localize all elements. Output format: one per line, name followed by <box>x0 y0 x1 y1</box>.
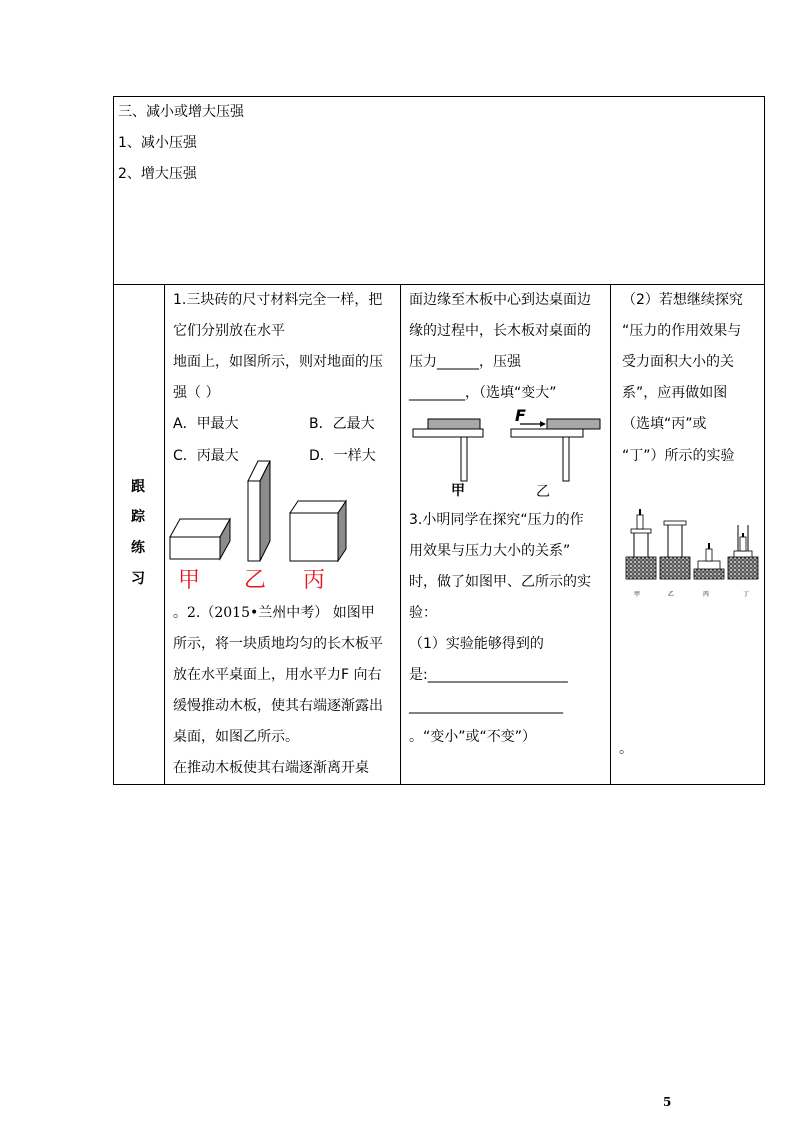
q1-line: 1.三块砖的尺寸材料完全一样，把 <box>173 292 383 308</box>
pressure-experiment-figure <box>622 505 762 585</box>
board-table-figure <box>408 405 604 487</box>
q3-sub: （1）实验能够得到的 <box>409 636 544 652</box>
option-d: D．一样大 <box>309 448 376 464</box>
col-divider-2 <box>400 284 401 785</box>
apparatus-jia <box>626 509 656 579</box>
col3-line: （2）若想继续探究 <box>622 292 743 308</box>
side-label-char: 踪 <box>131 509 145 525</box>
table-leg-yi <box>563 437 569 481</box>
brick-side <box>290 501 346 513</box>
apparatus-label: 丙 <box>703 591 710 598</box>
col-divider-1 <box>164 284 165 785</box>
q3-line: 时，做了如图甲、乙所示的实 <box>409 574 591 590</box>
q1-line: 地面上，如图所示，则对地面的压 <box>173 354 383 370</box>
side-label-char: 习 <box>131 571 145 587</box>
board-jia <box>428 419 480 429</box>
q2-line: 。2.（2015•兰州中考） 如图甲 <box>173 605 375 621</box>
side-label-char: 跟 <box>131 479 145 495</box>
col3-end-mark: 。 <box>619 741 633 757</box>
q3-line: 用效果与压力大小的关系” <box>409 543 571 559</box>
section-item-2: 2、增大压强 <box>118 166 197 182</box>
col3-line: “压力的作用效果与 <box>622 323 742 339</box>
q3-sub: 是:____________________ <box>409 667 568 683</box>
q2-line: 桌面，如图乙所示。 <box>173 729 299 745</box>
section-item-1: 1、减小压强 <box>118 135 197 151</box>
col3-line: “丁”）所示的实验 <box>622 448 735 464</box>
col3-line: 受力面积大小的关 <box>622 354 734 370</box>
bricks-figure <box>166 455 356 565</box>
apparatus-label: 甲 <box>634 591 641 598</box>
side-label-char: 练 <box>131 540 145 556</box>
apparatus-bing <box>694 543 724 579</box>
fig-label-bing: 丙 <box>303 568 326 593</box>
table-top-jia <box>413 429 483 437</box>
col3-line: 系”，应再做如图 <box>622 385 728 401</box>
apparatus-label: 乙 <box>668 591 675 598</box>
fig-label-yi: 乙 <box>244 568 267 593</box>
apparatus-label: 丁 <box>743 591 750 598</box>
col-divider-3 <box>610 284 611 785</box>
force-label: F <box>515 406 526 425</box>
q2-line: 放在水平桌面上，用水平力F 向右 <box>173 667 382 683</box>
col2-line: 面边缘至木板中心到达桌面边 <box>409 292 591 308</box>
col2-line: 压力______，压强 <box>409 354 521 370</box>
q2-line: 缓慢推动木板，使其右端逐渐露出 <box>173 698 383 714</box>
table-top-yi <box>511 429 583 437</box>
col2-line: ________，（选填“变大” <box>409 385 557 401</box>
q2-line: 所示，将一块质地均匀的长木板平 <box>173 636 383 652</box>
option-c: C．丙最大 <box>173 448 239 464</box>
option-b: B．乙最大 <box>309 416 375 432</box>
page-number: 5 <box>663 1095 672 1109</box>
option-a: A．甲最大 <box>173 416 239 432</box>
table-row-divider <box>113 284 765 285</box>
col2-line: 缘的过程中，长木板对桌面的 <box>409 323 591 339</box>
q1-line: 它们分别放在水平 <box>173 323 285 339</box>
q3-sub: ______________________ <box>409 698 563 714</box>
q1-line: 强（ ） <box>173 385 220 401</box>
q3-line: 3.小明同学在探究“压力的作 <box>409 512 584 528</box>
apparatus-yi <box>660 521 690 579</box>
col3-line: （选填“丙”或 <box>622 416 707 432</box>
fig-label-yi-2: 乙 <box>536 484 550 500</box>
q3-sub: 。“变小”或“不变”） <box>409 729 537 745</box>
q2-line: 在推动木板使其右端逐渐离开桌 <box>173 760 369 776</box>
section-title: 三、减小或增大压强 <box>118 104 244 120</box>
q3-line: 验： <box>409 605 437 621</box>
fig-label-jia: 甲 <box>178 568 201 593</box>
table-leg-jia <box>461 437 467 481</box>
board-yi <box>547 419 600 429</box>
apparatus-ding <box>728 525 758 579</box>
fig-label-jia-2: 甲 <box>451 483 465 499</box>
